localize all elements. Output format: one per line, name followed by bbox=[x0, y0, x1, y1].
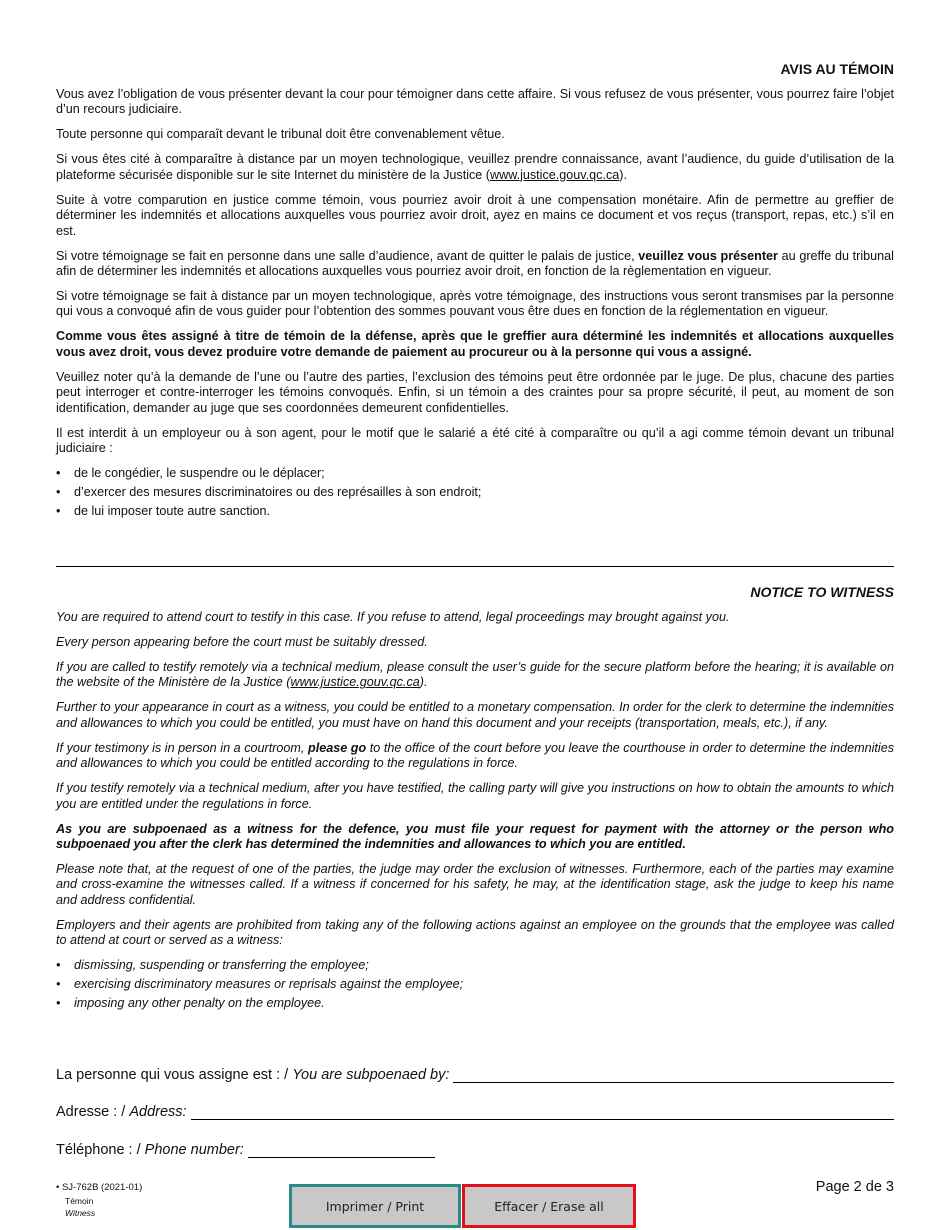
subpoenaed-by-label: La personne qui vous assigne est : / You are subpoenaed by: bbox=[56, 1067, 450, 1083]
paragraph: If you testify remotely via a technical medium, after you have testified, the calling party will give you instructions on how to obtain the amounts to which you are entitled under the regulations in force. bbox=[56, 781, 894, 811]
list-item: • exercising discriminatory measures or reprisals against the employee; bbox=[56, 977, 894, 996]
form-code-block bbox=[56, 1182, 142, 1220]
defence-witness-paragraph: Comme vous êtes assigné à titre de témoin de la défense, après que le greffier aura déterminé les indemnités et allocations auxquelles vous avez droit, vous devez produire votre demande de paiement au procureur ou à la personne qui vous a assigné. bbox=[56, 329, 894, 359]
paragraph: Every person appearing before the court must be suitably dressed. bbox=[56, 635, 428, 649]
paragraph: Si votre témoignage se fait à distance par un moyen technologique, après votre témoignage, des instructions vous seront transmises par la personne qui vous a convoqué afin de vous guider pour l’obtention des sommes pouvant vous être dues en fonction de la réglementation en vigueur. bbox=[56, 289, 894, 319]
form-code: • SJ-762B (2021-01) bbox=[56, 1182, 143, 1193]
subpoenaed-by-row bbox=[56, 1064, 894, 1083]
address-row bbox=[56, 1101, 894, 1120]
paragraph: If you are called to testify remotely via a technical medium, please consult the user’s guide for the secure platform before the hearing; it is available on the website of the Ministère de la Justice (www.justice.gouv.qc.ca). bbox=[56, 660, 894, 690]
phone-row bbox=[56, 1139, 894, 1158]
french-section-title: AVIS AU TÉMOIN bbox=[780, 61, 894, 77]
form-name-en: Witness bbox=[65, 1208, 96, 1218]
paragraph: Toute personne qui comparaît devant le tribunal doit être convenablement vêtue. bbox=[56, 127, 505, 142]
english-prohibited-actions-list bbox=[56, 958, 894, 1015]
address-label: Adresse : / Address: bbox=[56, 1104, 187, 1120]
print-button[interactable]: Imprimer / Print bbox=[289, 1184, 461, 1228]
paragraph: Vous avez l’obligation de vous présenter devant la cour pour témoigner dans cette affaire. Si vous refusez de vous présenter, vous pourrez faire l’objet d’un recours judiciaire. bbox=[56, 87, 894, 117]
paragraph: If your testimony is in person in a courtroom, please go to the office of the court before you leave the courthouse in order to determine the indemnities and allowances to which you could be entitled according to the regulations in force. bbox=[56, 740, 894, 771]
list-item: • d’exercer des mesures discriminatoires ou des représailles à son endroit; bbox=[56, 485, 894, 504]
form-name-fr: Témoin bbox=[65, 1195, 94, 1206]
paragraph: Employers and their agents are prohibited from taking any of the following actions against an employee on the grounds that the employee was called to attend at court or served as a witness: bbox=[56, 917, 894, 948]
justice-website-link[interactable]: www.justice.gouv.qc.ca bbox=[290, 675, 420, 690]
justice-website-link[interactable]: www.justice.gouv.qc.ca bbox=[490, 167, 620, 182]
list-item: • de lui imposer toute autre sanction. bbox=[56, 504, 894, 523]
list-item: • imposing any other penalty on the employee. bbox=[56, 996, 894, 1015]
paragraph: Further to your appearance in court as a witness, you could be entitled to a monetary compensation. In order for the clerk to determine the indemnities and allowances to which you could be entitled, you must have on hand this document and your receipts (transportation, meals, etc.), if any. bbox=[56, 700, 894, 730]
paragraph: You are required to attend court to testify in this case. If you refuse to attend, legal proceedings may brought against you. bbox=[56, 610, 730, 624]
subpoenaed-by-field[interactable] bbox=[453, 1064, 894, 1083]
english-section-title: NOTICE TO WITNESS bbox=[750, 584, 894, 600]
phone-label: Téléphone : / Phone number: bbox=[56, 1142, 244, 1158]
phone-number-field[interactable] bbox=[248, 1139, 435, 1158]
list-item: • dismissing, suspending or transferring the employee; bbox=[56, 958, 894, 977]
list-item: • de le congédier, le suspendre ou le déplacer; bbox=[56, 466, 894, 485]
address-field[interactable] bbox=[191, 1101, 894, 1120]
paragraph: Si vous êtes cité à comparaître à distance par un moyen technologique, veuillez prendre connaissance, avant l’audience, du guide d’utilisation de la plateforme sécurisée disponible sur le site Internet du ministère de la Justice (www.justice.gouv.qc.ca). bbox=[56, 152, 894, 182]
paragraph: Suite à votre comparution en justice comme témoin, vous pourriez avoir droit à une compensation monétaire. Afin de permettre au greffier de déterminer les indemnités et allocations auxquelles vous pourriez avoir droit, ayez en mains ce document et vos reçus (transport, repas, etc.) s’il en est. bbox=[56, 192, 894, 238]
paragraph: Please note that, at the request of one of the parties, the judge may order the exclusion of witnesses. Furthermore, each of the parties may examine and cross-examine the witnesses called. If a witness if concerned for his safety, he may, at the identification stage, ask the judge to keep his name and address confidential. bbox=[56, 862, 894, 907]
paragraph: Il est interdit à un employeur ou à son agent, pour le motif que le salarié a été cité à comparaître ou qu’il a agi comme témoin devant un tribunal judiciaire : bbox=[56, 425, 894, 456]
section-divider bbox=[56, 566, 894, 567]
english-notice-body bbox=[56, 610, 894, 1015]
french-notice-body bbox=[56, 87, 894, 523]
french-prohibited-actions-list bbox=[56, 466, 894, 523]
paragraph: Veuillez noter qu’à la demande de l’une ou l’autre des parties, l’exclusion des témoins peut être ordonnée par le juge. De plus, chacune des parties peut interroger et contre-interroger les témoins convoqués. Enfin, si un témoin a des craintes pour sa propre sécurité, il peut, au moment de son identification, demander au juge que ses coordonnées demeurent confidentielles. bbox=[56, 369, 894, 415]
defence-witness-paragraph: As you are subpoenaed as a witness for the defence, you must file your request for payment with the attorney or the person who subpoenaed you after the clerk has determined the indemnities and allowances to which you are entitled. bbox=[56, 821, 894, 852]
erase-all-button[interactable]: Effacer / Erase all bbox=[462, 1184, 636, 1228]
paragraph: Si votre témoignage se fait en personne dans une salle d’audience, avant de quitter le palais de justice, veuillez vous présenter au greffe du tribunal afin de déterminer les indemnités et allocations auxquelles vous pourriez avoir droit, en fonction de la règlementation en vigueur. bbox=[56, 248, 894, 279]
page-number: Page 2 de 3 bbox=[815, 1179, 894, 1195]
